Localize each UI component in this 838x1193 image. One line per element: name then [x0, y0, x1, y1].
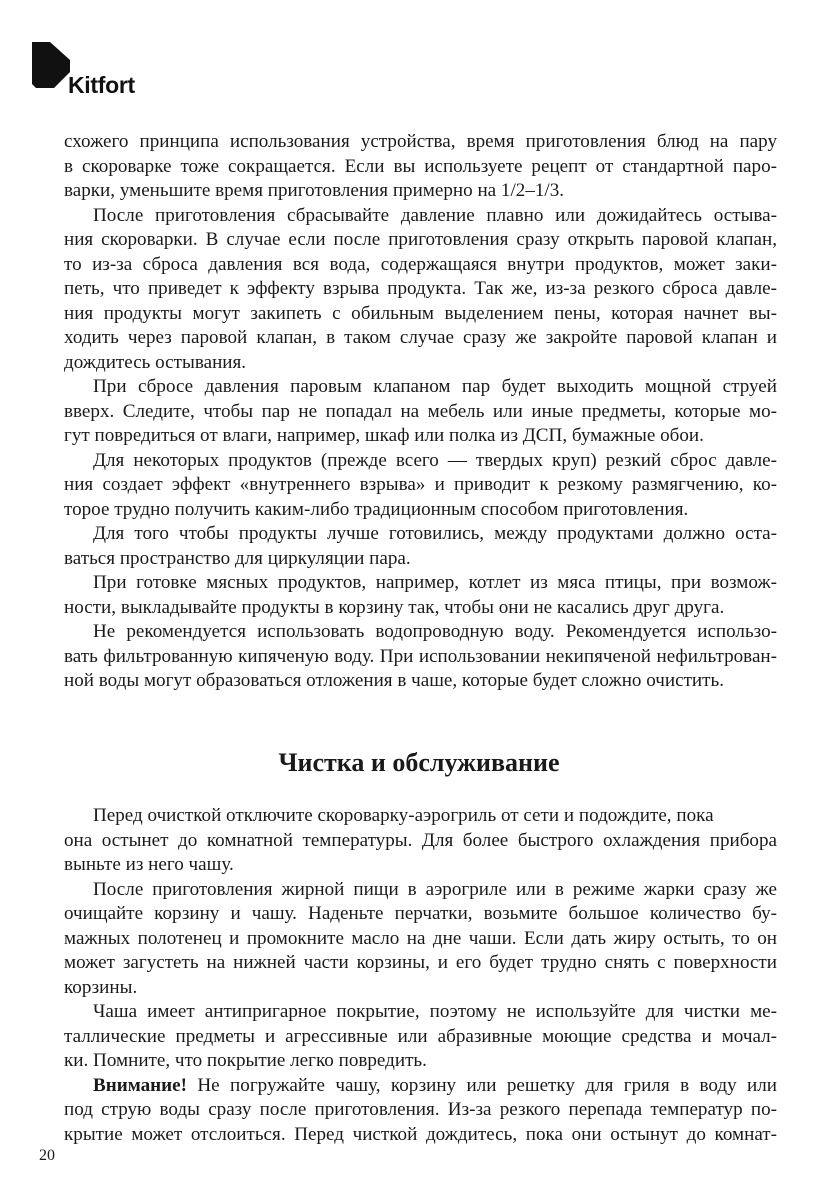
text-line: вать фильтрованную кипяченую воду. При использовании некипяченой нефильтрован- [64, 645, 777, 667]
text-line: ходить через паровой клапан, в таком случае сразу же закройте паровой клапан и [64, 327, 777, 348]
section-title: Чистка и обслуживание [278, 748, 560, 777]
kitfort-logo-icon [32, 42, 72, 90]
text-line: ния скороварки. В случае если после приготовления сразу открыть паровой клапан, [64, 229, 777, 250]
text-line: корзины. [64, 976, 138, 998]
text-line: петь, что приведет к эффекту взрыва продукта. Так же, из-за резкого сброса давле- [64, 278, 777, 299]
text-line: Чаша имеет антипригарное покрытие, поэтому не используйте для чистки ме- [93, 1001, 777, 1022]
text-line: может загустеть на нижней части корзины, и его будет трудно снять с поверхности [64, 952, 777, 973]
warning-label: Внимание! [93, 1074, 187, 1096]
text-line: схожего принципа использования устройства, время приготовления блюд на пару [64, 131, 777, 152]
text-line: варки, уменьшите время приготовления примерно на 1/2–1/3. [64, 180, 565, 201]
text-line: в скороварке тоже сокращается. Если вы используете рецепт от стандартной паро- [64, 155, 777, 177]
text-line: Для того чтобы продукты лучше готовились, между продуктами должно оста- [93, 523, 777, 544]
brand-name: Kitfort [68, 72, 135, 98]
text-line: торое трудно получить каким-либо традиционным способом приготовления. [64, 498, 689, 520]
text-line: очищайте корзину и чашу. Наденьте перчатки, возьмите большое количество бу- [64, 903, 777, 924]
text-line: ваться пространство для циркуляции пара. [64, 547, 411, 569]
text-line: Не рекомендуется использовать водопроводную воду. Рекомендуется использо- [93, 621, 777, 642]
text-line: мажных полотенец и промокните масло на дне чаши. Если дать жиру остыть, то он [64, 927, 777, 949]
text-line: она остынет до комнатной температуры. Для более быстрого охлаждения прибора [64, 829, 777, 851]
text-line: дождитесь остывания. [64, 351, 247, 373]
text-line: ной воды могут образоваться отложения в чаше, которые будет сложно очистить. [64, 670, 724, 691]
text-line: гут повредиться от влаги, например, шкаф или полка из ДСП, бумажные обои. [64, 425, 704, 446]
page-number: 20 [39, 1147, 55, 1164]
text-line: то из-за сброса давления вся вода, содержащаяся внутри продуктов, может заки- [64, 253, 777, 275]
text-line: ния продукты могут закипеть с обильным выделением пены, которая начнет вы- [64, 302, 777, 324]
text-line: крытие может отслоиться. Перед чисткой дождитесь, пока они остынут до комнат- [64, 1123, 777, 1145]
text-line: При готовке мясных продуктов, например, котлет из мяса птицы, при возмож- [93, 572, 777, 593]
text-line: ния создает эффект «внутреннего взрыва» и приводит к резкому размягчению, ко- [64, 474, 777, 495]
text-line: выньте из него чашу. [64, 854, 234, 875]
text-line: ности, выкладывайте продукты в корзину так, чтобы они не касались друг друга. [64, 596, 725, 618]
brand-logo [32, 42, 162, 102]
text-line: вверх. Следите, чтобы пар не попадал на мебель или иные предметы, которые мо- [64, 400, 777, 422]
text-line: ки. Помните, что покрытие легко повредить. [64, 1050, 427, 1071]
text-line: Перед очисткой отключите скороварку-аэрогриль от сети и подождите, пока [93, 805, 714, 826]
body-text-section-1 [64, 130, 777, 694]
text-line: После приготовления сбрасывайте давление плавно или дожидайтесь остыва- [93, 204, 777, 226]
text-line: После приготовления жирной пищи в аэрогриле или в режиме жарки сразу же [93, 878, 777, 900]
warning-line [64, 1074, 777, 1099]
text-line: таллические предметы и агрессивные или абразивные моющие средства и мочал- [64, 1025, 777, 1047]
warning-text: Не погружайте чашу, корзину или решетку для гриля в воду или [187, 1074, 777, 1096]
text-line: При сбросе давления паровым клапаном пар будет выходить мощной струей [93, 376, 777, 397]
text-line: под струю воды сразу после приготовления. Из-за резкого перепада температур по- [64, 1099, 777, 1120]
body-text-section-2 [64, 804, 777, 1147]
text-line: Для некоторых продуктов (прежде всего — твердых круп) резкий сброс давле- [93, 449, 777, 471]
